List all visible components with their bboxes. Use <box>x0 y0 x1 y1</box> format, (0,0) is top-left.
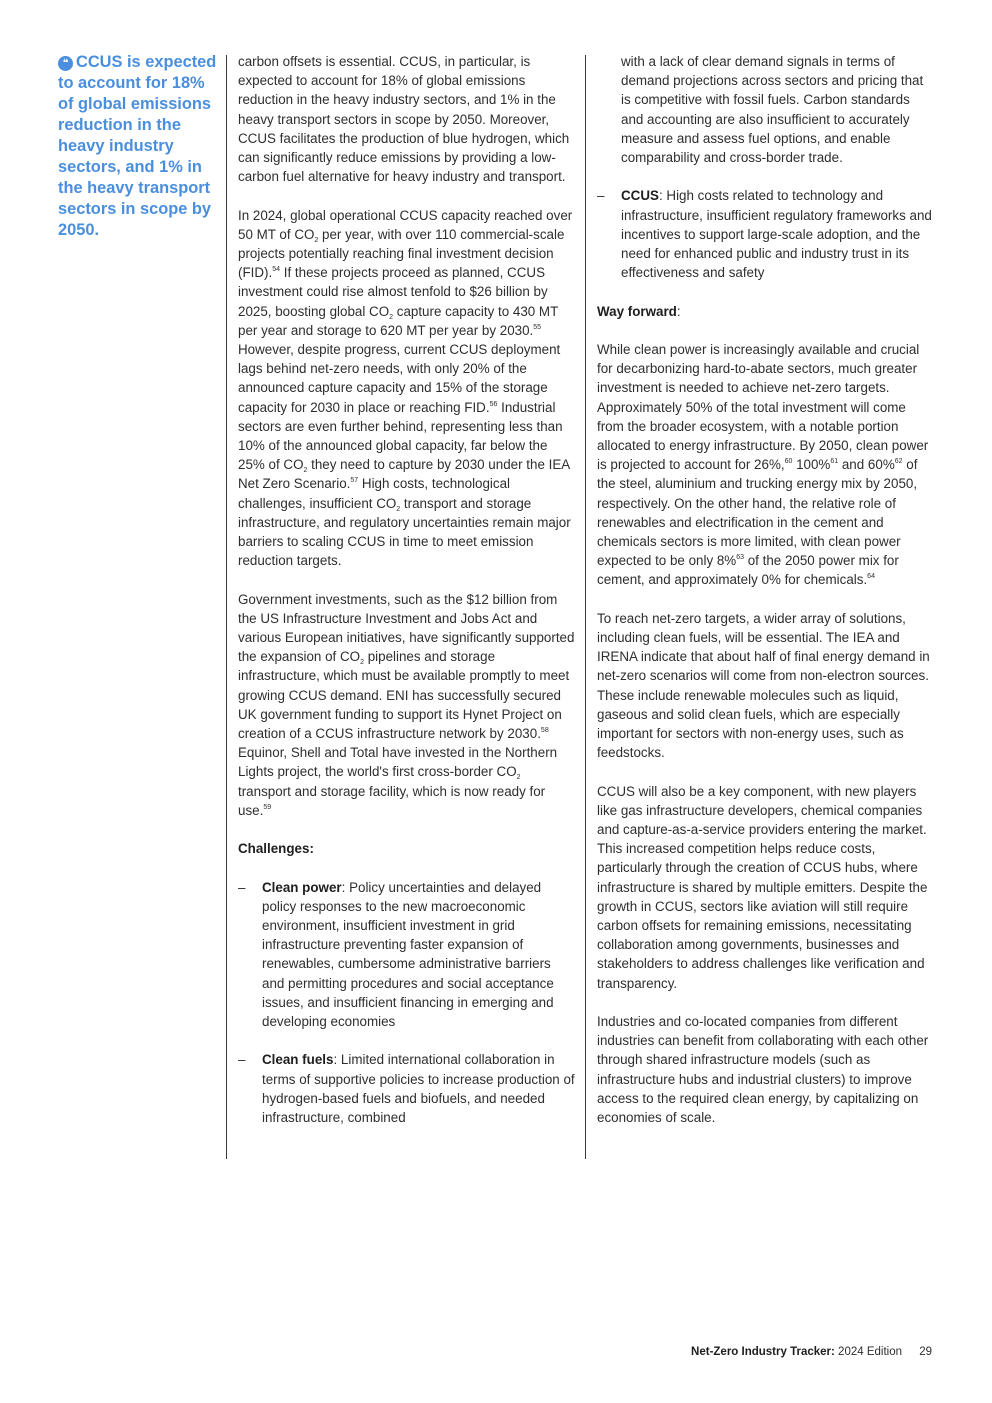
column-divider-left <box>226 55 227 1159</box>
footnote-ref: 62 <box>894 458 903 466</box>
pull-quote-text: CCUS is expected to account for 18% of global emissions reduction in the heavy industry sectors, and 1% in the heavy transport sectors in scope by 2050. <box>58 53 217 239</box>
footnote-ref: 56 <box>489 400 498 408</box>
list-dash: – <box>238 1052 246 1068</box>
paragraph-collaboration: Industries and co-located companies from different industries can benefit from collaborating with each other through shared infrastructure models (such as infrastructure hubs and industrial clusters) to improve access to the required clean energy, by capitalizing on economies of scale. <box>597 1014 929 1126</box>
page-footer <box>691 1346 932 1358</box>
footnote-ref: 59 <box>263 803 272 811</box>
challenge-item-ccus: – CCUS: High costs related to technology and infrastructure, insufficient regulatory frameworks and incentives to support large-scale adoption, and the need for enhanced public and industry trust in its effectiveness and safety <box>597 188 932 281</box>
way-forward-heading: Way forward: <box>597 303 681 319</box>
challenge-item-clean-power: – Clean power: Policy uncertainties and delayed policy responses to the new macroeconomic environment, insufficient investment in grid infrastructure preventing faster expansion of renewables, cumbersome administrative barriers and permitting procedures and social acceptance issues, and insufficient financing in emerging and developing economies <box>238 879 554 1030</box>
body-column-middle <box>238 52 576 1146</box>
list-dash: – <box>238 879 246 895</box>
footnote-ref: 58 <box>540 727 549 735</box>
paragraph-ccus-hubs: CCUS will also be a key component, with new players like gas infrastructure developers, chemical companies and capture-as-a-service providers entering the market. This increased competition helps reduce costs, particularly through the creation of CCUS hubs, where infrastructure is shared by multiple emitters. Despite the growth in CCUS, sectors like aviation will still require carbon offsets for remaining emissions, necessitating collaboration among governments, businesses and stakeholders to address challenges like verification and transparency. <box>597 783 928 991</box>
footer-title: Net-Zero Industry Tracker: <box>691 1346 835 1358</box>
page-number: 29 <box>919 1346 932 1358</box>
footer-edition: 2024 Edition <box>838 1346 902 1358</box>
column-divider-right <box>585 55 586 1159</box>
footnote-ref: 60 <box>784 458 793 466</box>
footnote-ref: 54 <box>272 266 281 274</box>
challenges-heading: Challenges: <box>238 841 314 857</box>
paragraph-clean-fuels: To reach net-zero targets, a wider array of solutions, including clean fuels, will be essential. The IEA and IRENA indicate that about half of final energy demand in net-zero scenarios will come from non-electron sources. These include renewable molecules such as liquid, gaseous and solid clean fuels, which are especially important for sectors with non-energy uses, such as feedstocks. <box>597 610 930 761</box>
challenge-item-clean-fuels: – Clean fuels: Limited international collaboration in terms of supportive policies to increase production of hydrogen-based fuels and biofuels, and needed infrastructure, combined <box>238 1052 575 1126</box>
paragraph-ccus-intro: carbon offsets is essential. CCUS, in particular, is expected to account for 18% of global emissions reduction in the heavy industry sectors, and 1% in the heavy transport sectors in scope by 2050. Moreover, CCUS facilitates the production of blue hydrogen, which can significantly reduce emissions by providing a low-carbon fuel alternative for heavy industry and transport. <box>238 54 570 185</box>
footnote-ref: 55 <box>533 323 542 331</box>
paragraph-clean-power: While clean power is increasingly available and crucial for decarbonizing hard-to-abate sectors, much greater investment is needed to achieve net-zero targets. Approximately 50% of the total investment will come from the broader ecosystem, with a notable portion allocated to energy infrastructure. By 2050, clean power is projected to account for 26%,$^{60}$ 100%$^{61}$ and 60%$^{62}$ of the steel, aluminium and trucking energy mix by 2050, respectively. On the other hand, the relative role of renewables and electrification in the cement and chemicals sectors is more limited, with clean power expected to be only 8%$^{63}$ of the 2050 power mix for cement, and approximately 0% for chemicals.$^{64}$ <box>597 342 929 588</box>
footnote-ref: 64 <box>867 573 875 581</box>
challenge-item-clean-fuels-continued: with a lack of clear demand signals in terms of demand projections across sectors and pricing that is competitive with fossil fuels. Carbon standards and accounting are also insufficient to accurately measure and assess fuel options, and enable comparability and cross-border trade. <box>621 54 924 166</box>
quote-icon: ❝ <box>58 56 73 71</box>
body-column-right <box>597 52 935 1146</box>
footnote-ref: 57 <box>350 477 359 485</box>
pull-quote <box>58 52 218 241</box>
footnote-ref: 63 <box>736 554 745 562</box>
list-dash: – <box>597 188 605 204</box>
paragraph-ccus-capacity: In 2024, global operational CCUS capacity reached over 50 MT of $CO_2$ per year, with over 110 commercial-scale projects potentially reaching final investment decision (FID).$^{54}$ If these projects proceed as planned, CCUS investment could rise almost tenfold to $26 billion by 2025, boosting global $CO_2$ capture capacity to 430 MT per year and storage to 620 MT per year by 2030.55 However, despite progress, current CCUS deployment lags behind net-zero needs, with only 20% of the announced capture capacity and 15% of the storage capacity for 2030 in place or reaching FID.$^{56}$ Industrial sectors are even further behind, representing less than 10% of the announced global capacity, far below the 25% of $CO_2$ they need to capture by 2030 under the IEA Net Zero Scenario.$^{57}$ High costs, technological challenges, insufficient $CO_2$ transport and storage infrastructure, and regulatory uncertainties remain major barriers to scaling CCUS in time to meet emission reduction targets. <box>238 207 573 569</box>
paragraph-government-investments: Government investments, such as the $12 billion from the US Infrastructure Investment and Jobs Act and various European initiatives, have significantly supported the expansion of $CO_2$ pipelines and storage infrastructure, which must be available promptly to meet growing CCUS demand. ENI has successfully secured UK government funding to support its Hynet Project on creation of a CCUS infrastructure network by 2030.58 Equinor, Shell and Total have invested in the Northern Lights project, the world's first cross-border $CO_2$ transport and storage facility, which is now ready for use.$^{59}$ <box>238 591 575 818</box>
footnote-ref: 61 <box>830 458 839 466</box>
